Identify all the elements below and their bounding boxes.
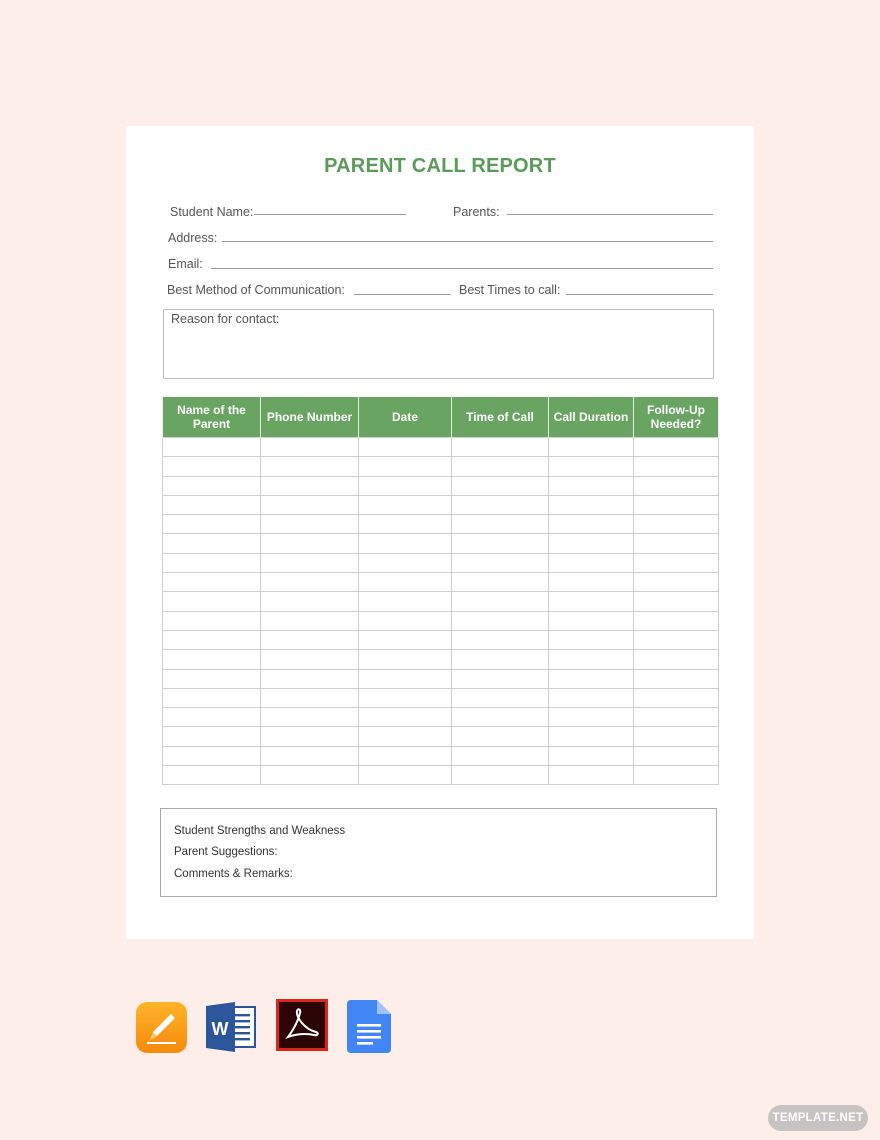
table-cell[interactable] — [634, 592, 719, 611]
table-cell[interactable] — [452, 708, 549, 727]
table-cell[interactable] — [549, 495, 634, 514]
best-method-label: Best Method of Communication: — [167, 283, 345, 297]
table-row — [163, 708, 719, 727]
table-cell[interactable] — [634, 438, 719, 457]
table-row — [163, 746, 719, 765]
table-cell[interactable] — [163, 650, 261, 669]
table-cell[interactable] — [163, 592, 261, 611]
table-cell[interactable] — [261, 611, 359, 630]
table-cell[interactable] — [549, 650, 634, 669]
table-cell[interactable] — [634, 534, 719, 553]
address-label: Address: — [168, 231, 218, 245]
table-cell[interactable] — [634, 746, 719, 765]
table-cell[interactable] — [261, 573, 359, 592]
table-cell[interactable] — [452, 650, 549, 669]
table-cell[interactable] — [452, 669, 549, 688]
table-row — [163, 688, 719, 707]
table-cell[interactable] — [163, 534, 261, 553]
table-cell[interactable] — [634, 553, 719, 572]
student-name-line[interactable] — [254, 214, 406, 215]
table-cell[interactable] — [163, 746, 261, 765]
reason-for-contact-box[interactable] — [163, 309, 714, 379]
table-cell[interactable] — [452, 746, 549, 765]
column-header-time-of-call: Time of Call — [452, 397, 549, 438]
table-cell[interactable] — [549, 630, 634, 649]
table-cell[interactable] — [452, 611, 549, 630]
best-method-line[interactable] — [354, 294, 451, 295]
table-cell[interactable] — [549, 688, 634, 707]
table-cell[interactable] — [634, 669, 719, 688]
student-name-label: Student Name: — [170, 205, 254, 219]
table-cell[interactable] — [634, 727, 719, 746]
table-row — [163, 592, 719, 611]
table-cell[interactable] — [452, 573, 549, 592]
column-header-date: Date — [359, 397, 452, 438]
table-cell[interactable] — [359, 746, 452, 765]
table-row — [163, 650, 719, 669]
comments-label: Comments & Remarks: — [174, 868, 293, 880]
table-cell[interactable] — [261, 727, 359, 746]
table-cell[interactable] — [261, 553, 359, 572]
parents-line[interactable] — [507, 214, 713, 215]
table-row — [163, 553, 719, 572]
call-log-table — [162, 397, 719, 785]
table-cell[interactable] — [261, 650, 359, 669]
table-cell[interactable] — [452, 592, 549, 611]
table-cell[interactable] — [549, 476, 634, 495]
table-row — [163, 630, 719, 649]
parents-label: Parents: — [453, 205, 500, 219]
parent-suggestions-label: Parent Suggestions: — [174, 846, 278, 858]
table-cell[interactable] — [163, 573, 261, 592]
table-cell[interactable] — [261, 495, 359, 514]
table-row — [163, 766, 719, 785]
table-cell[interactable] — [452, 476, 549, 495]
column-header-phone-number: Phone Number — [261, 397, 359, 438]
table-cell[interactable] — [359, 650, 452, 669]
column-header-parent-name: Name of the Parent — [163, 397, 261, 438]
table-cell[interactable] — [452, 515, 549, 534]
best-times-label: Best Times to call: — [459, 283, 561, 297]
table-cell[interactable] — [634, 611, 719, 630]
pages-icon[interactable] — [136, 1002, 187, 1058]
table-cell[interactable] — [452, 495, 549, 514]
table-cell[interactable] — [634, 495, 719, 514]
table-cell[interactable] — [452, 766, 549, 785]
document-title: PARENT CALL REPORT — [324, 155, 556, 177]
table-cell[interactable] — [163, 727, 261, 746]
table-cell[interactable] — [359, 573, 452, 592]
table-cell[interactable] — [163, 495, 261, 514]
table-cell[interactable] — [634, 457, 719, 476]
table-cell[interactable] — [163, 438, 261, 457]
table-cell[interactable] — [549, 438, 634, 457]
notes-box[interactable] — [160, 808, 717, 897]
table-cell[interactable] — [549, 592, 634, 611]
strengths-label: Student Strengths and Weakness — [174, 825, 346, 837]
table-cell[interactable] — [163, 630, 261, 649]
table-cell[interactable] — [163, 766, 261, 785]
table-cell[interactable] — [163, 708, 261, 727]
best-times-line[interactable] — [566, 294, 713, 295]
table-cell[interactable] — [163, 611, 261, 630]
table-cell[interactable] — [549, 573, 634, 592]
table-cell[interactable] — [359, 708, 452, 727]
table-cell[interactable] — [163, 457, 261, 476]
table-cell[interactable] — [359, 495, 452, 514]
acrobat-icon[interactable] — [276, 999, 328, 1056]
table-cell[interactable] — [359, 457, 452, 476]
table-cell[interactable] — [261, 534, 359, 553]
template-net-badge[interactable]: TEMPLATE.NET — [768, 1105, 868, 1131]
table-cell[interactable] — [549, 746, 634, 765]
table-cell[interactable] — [261, 515, 359, 534]
table-cell[interactable] — [359, 688, 452, 707]
table-cell[interactable] — [359, 727, 452, 746]
table-cell[interactable] — [549, 708, 634, 727]
column-header-follow-up: Follow-Up Needed? — [634, 397, 719, 438]
table-row — [163, 515, 719, 534]
table-cell[interactable] — [163, 515, 261, 534]
table-cell[interactable] — [549, 766, 634, 785]
table-row — [163, 534, 719, 553]
table-row — [163, 438, 719, 457]
table-cell[interactable] — [359, 438, 452, 457]
table-row — [163, 611, 719, 630]
table-cell[interactable] — [163, 669, 261, 688]
table-cell[interactable] — [549, 727, 634, 746]
table-cell[interactable] — [359, 669, 452, 688]
table-row — [163, 495, 719, 514]
table-cell[interactable] — [452, 457, 549, 476]
table-cell[interactable] — [359, 553, 452, 572]
table-cell[interactable] — [359, 630, 452, 649]
table-cell[interactable] — [452, 438, 549, 457]
table-cell[interactable] — [452, 688, 549, 707]
email-label: Email: — [168, 257, 203, 271]
table-cell[interactable] — [261, 438, 359, 457]
table-cell[interactable] — [261, 630, 359, 649]
table-cell[interactable] — [549, 669, 634, 688]
table-cell[interactable] — [261, 708, 359, 727]
column-header-call-duration: Call Duration — [549, 397, 634, 438]
table-row — [163, 457, 719, 476]
reason-for-contact-label: Reason for contact: — [171, 312, 280, 326]
table-cell[interactable] — [359, 534, 452, 553]
table-header-row — [163, 397, 719, 438]
table-cell[interactable] — [634, 766, 719, 785]
table-cell[interactable] — [452, 553, 549, 572]
table-cell[interactable] — [634, 515, 719, 534]
word-icon[interactable] — [205, 1001, 257, 1058]
table-cell[interactable] — [261, 457, 359, 476]
table-cell[interactable] — [634, 573, 719, 592]
table-cell[interactable] — [359, 476, 452, 495]
table-cell[interactable] — [359, 611, 452, 630]
table-cell[interactable] — [634, 476, 719, 495]
table-cell[interactable] — [549, 515, 634, 534]
table-cell[interactable] — [634, 708, 719, 727]
table-cell[interactable] — [549, 553, 634, 572]
table-cell[interactable] — [163, 476, 261, 495]
google-docs-icon[interactable] — [347, 1000, 391, 1058]
table-cell[interactable] — [261, 688, 359, 707]
table-cell[interactable] — [452, 630, 549, 649]
table-cell[interactable] — [549, 457, 634, 476]
email-line[interactable] — [211, 268, 713, 269]
table-row — [163, 669, 719, 688]
table-row — [163, 573, 719, 592]
call-log-body — [163, 438, 719, 785]
table-row — [163, 727, 719, 746]
table-cell[interactable] — [163, 688, 261, 707]
table-cell[interactable] — [359, 515, 452, 534]
table-cell[interactable] — [634, 688, 719, 707]
table-cell[interactable] — [261, 592, 359, 611]
table-cell[interactable] — [261, 476, 359, 495]
table-cell[interactable] — [549, 611, 634, 630]
table-cell[interactable] — [452, 534, 549, 553]
table-cell[interactable] — [452, 727, 549, 746]
table-cell[interactable] — [163, 553, 261, 572]
table-cell[interactable] — [634, 630, 719, 649]
table-cell[interactable] — [549, 534, 634, 553]
address-line[interactable] — [222, 241, 713, 242]
table-cell[interactable] — [261, 766, 359, 785]
table-cell[interactable] — [261, 746, 359, 765]
table-cell[interactable] — [634, 650, 719, 669]
table-cell[interactable] — [261, 669, 359, 688]
table-cell[interactable] — [359, 592, 452, 611]
table-row — [163, 476, 719, 495]
word-icon-letter: W — [211, 1019, 229, 1039]
table-cell[interactable] — [359, 766, 452, 785]
